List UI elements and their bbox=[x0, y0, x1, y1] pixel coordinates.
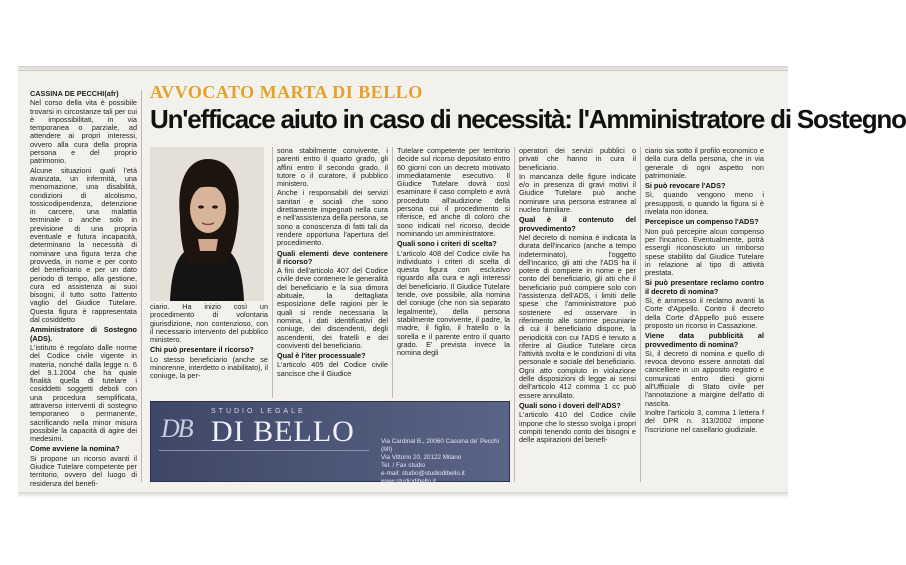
paragraph: Sì, il decreto di nomina e quello di revoca devono essere annotati dal cancelliere in un apposito registro e comunicati entro dieci giorni all'Ufficiale di Stato civile per l'annotazione a margine dell'atto di nascita. bbox=[645, 348, 764, 408]
firm-contact-info bbox=[381, 438, 501, 486]
subheading: Qual è l'iter processuale? bbox=[277, 351, 366, 361]
article-column-6 bbox=[640, 147, 764, 482]
subheading: Quali sono i criteri di scelta? bbox=[397, 239, 497, 249]
paragraph: Tutelare competente per territorio decide sul ricorso depositato entro 60 giorni con un decreto motivato immediatamente esecutivo. Il Giudice Tutelare dovrà così esaminare il caso completo e avrà proceduto all'audizione della persona cui il procedimento si riferisce, ed anche di coloro che sono indicati nel ricorso, decide nominando un amministratore. bbox=[397, 146, 510, 238]
subheading: Come avviene la nomina? bbox=[30, 444, 120, 454]
author-portrait-photo bbox=[150, 147, 264, 301]
paragraph: Anche i responsabili dei servizi sanitari e sociali che sono direttamente impegnati nella cura e nell'assistenza della persona, se sono a conoscenza di fatti tali da rendere opportuna l'apertura del procedimento. bbox=[277, 188, 388, 248]
article-column-1 bbox=[30, 89, 142, 488]
paragraph: Si propone un ricorso avanti il Giudice Tutelare competente per territorio, ovvero del luogo di residenza del benefi- bbox=[30, 453, 137, 488]
paragraph: L'articolo 405 del Codice civile sancisce che il Giudice bbox=[277, 360, 388, 378]
subheading: Si può presentare reclamo contro il decreto di nomina? bbox=[645, 278, 764, 296]
page-bottom-edge bbox=[18, 492, 788, 498]
contact-line: e-mail: studio@studiodibello.it bbox=[381, 470, 465, 477]
paragraph: Nel corso della vita è possibile trovarsi in circostanze tali per cui è impossibilitati, in via temporanea o parziale, ad attendere ai propri interessi, ovvero alla cura della propria persona e del proprio patrimonio. bbox=[30, 98, 137, 166]
paragraph: ciario. Ha inizio così un procedimento di volontaria giurisdizione, non contenzioso, con il necessario intervento del pubblico ministero. bbox=[150, 302, 268, 345]
subheading: Quali elementi deve contenere il ricorso? bbox=[277, 248, 388, 266]
paragraph: In mancanza delle figure indicate e/o in presenza di gravi motivi il Giudice Tutelare può anche nominare una persona estranea al nucleo familiare. bbox=[519, 171, 636, 215]
article-column-4 bbox=[392, 147, 510, 398]
paragraph: operatori dei servizi pubblici o privati che hanno in cura il beneficiario. bbox=[519, 146, 636, 172]
contact-line: Via Vittorio 20, 20122 Milano bbox=[381, 454, 462, 461]
subheading: Quali sono i doveri dell'ADS? bbox=[519, 400, 621, 410]
firm-subtitle: STUDIO LEGALE bbox=[211, 408, 306, 415]
paragraph: sona stabilmente convivente, i parenti entro il quarto grado, gli affini entro il secondo grado, il tutore o il curatore, il pubblico ministero. bbox=[277, 146, 388, 189]
contact-line: Tel. / Fax studio bbox=[381, 462, 426, 469]
article-column-2 bbox=[150, 303, 268, 398]
firm-monogram: DB bbox=[161, 414, 192, 443]
subheading: Percepisce un compenso l'ADS? bbox=[645, 217, 759, 227]
subheading: Amministratore di Sostegno (ADS). bbox=[30, 325, 137, 343]
subheading: Qual è il contenuto del provvedimento? bbox=[519, 215, 636, 233]
article-column-3 bbox=[272, 147, 388, 398]
subheading: Viene data pubblicità al provvedimento di nomina? bbox=[645, 331, 764, 349]
article-column-5 bbox=[514, 147, 636, 482]
ad-divider bbox=[159, 450, 369, 451]
paragraph: Alcune situazioni quali l'età avanzata, un infermità, una menomazione, una disabilità, condizioni di alcolismo, tossicodipendenza, detenzione in carcere, una malattia terminale o anche solo in previsione di una propria eventuale e futura incapacità, determinano la necessità di nominare una figura terza che provveda, in nome e per conto del beneficiario e per un dato periodo di tempo, alla gestione, cura ed assistenza ai suoi bisogni, il tutto sotto l'attento vaglio del Giudice Tutelare. Questa figura è rappresentata dal cosiddetto bbox=[30, 165, 137, 325]
contact-line: www.studiodibello.it bbox=[381, 478, 436, 485]
paragraph: Non può percepire alcun compenso per l'incarico. Eventualmente, potrà essergli riconosciuto un rimborso spese stabilito dal Giudice Tutelare in relazione al tipo di attività prestata. bbox=[645, 226, 764, 278]
paragraph: L'istituto è regolato dalle norme del Codice civile vigente in materia, nonché dalla legge n. 6 del 9.1.2004 che ha quale finalità quella di tutelare i cosiddetti soggetti deboli con una procedura semplificata, attraverso interventi di sostegno temporaneo o permanente, sacrificando nella minor misura possibile la capacità di agire dei medesimi. bbox=[30, 342, 137, 444]
paragraph: L'articolo 408 del Codice civile ha individuato i criteri di scelta di questa figura con esclusivo riguardo alla cura e agli interessi del beneficiario. Il Giudice Tutelare tende, ove possibile, alla nomina del coniuge (che non sia separato legalmente), della persona stabilmente convivente, il padre, la madre, il figlio, il fratello o la sorella e il parente entro il quarto grado. E' prevista invece la nomina degli bbox=[397, 248, 510, 358]
paragraph: Inoltre l'articolo 3, comma 1 lettera f del DPR n. 313/2002 impone l'iscrizione nel casellario giudiziale. bbox=[645, 407, 764, 434]
subheading: Chi può presentare il ricorso? bbox=[150, 345, 254, 355]
paragraph: L'articolo 410 del Codice civile impone che lo stesso svolga i propri compiti tenendo conto dei bisogni e delle aspirazioni del benefi- bbox=[519, 410, 636, 445]
article-kicker: AVVOCATO MARTA DI BELLO bbox=[150, 82, 423, 102]
firm-name: DI BELLO bbox=[211, 415, 355, 448]
law-firm-advertisement bbox=[150, 401, 510, 485]
paragraph: ciario sia sotto il profilo economico e della cura della persona, che in via generale di ogni aspetto non patrimoniale. bbox=[645, 146, 764, 180]
subheading: Si può revocare l'ADS? bbox=[645, 181, 726, 191]
contact-line: Via Cardinal B., 20060 Cassina de' Pecchi (MI) bbox=[381, 438, 499, 453]
dateline: CASSINA DE PECCHI(afr) bbox=[30, 89, 119, 98]
article-headline: Un'efficace aiuto in caso di necessità: l'Amministratore di Sostegno bbox=[150, 104, 906, 134]
paragraph: A fini dell'articolo 407 del Codice civile deve contenere le generalità del beneficiario e la sua dimora abituale, la dettagliata esposizione delle ragioni per le quali si rende necessaria la nomina, i dati identificativi del coniuge, dei discendenti, degli ascendenti, dei fratelli e dei conviventi del beneficiario. bbox=[277, 266, 388, 350]
paragraph: Nel decreto di nomina è indicata la durata dell'incarico (anche a tempo indeterminato), l'oggetto dell'incarico, gli atti che l'ADS ha il potere di compiere in nome e per conto del beneficiario, gli atti che il beneficiario può compiere solo con l'assistenza dell'ADS, i limiti delle spese che l'amministratore può sostenere ed osservare in riferimento alle somme pecuniarie di cui il beneficiario dispone, la periodicità con cui l'ADS è tenuto a riferire al Giudice Tutelare circa l'attività svolta e le condizioni di vita personale e sociale del beneficiario. Ogni atto compiuto in violazione delle disposizioni di legge ai sensi dell'articolo 412 comma 1 cc può essere annullato. bbox=[519, 232, 636, 400]
paragraph: Sì, è ammesso il reclamo avanti la Corte d'Appello. Contro il decreto della Corte d'Appello può essere proposto un ricorso in Cassazione. bbox=[645, 296, 764, 330]
paragraph: Lo stesso beneficiario (anche se minorenne, interdetto o inabilitato), il coniuge, la per- bbox=[150, 354, 268, 381]
paragraph: Sì, quando vengono meno i presupposti, o quando la figura si è rivelata non idonea. bbox=[645, 190, 764, 217]
